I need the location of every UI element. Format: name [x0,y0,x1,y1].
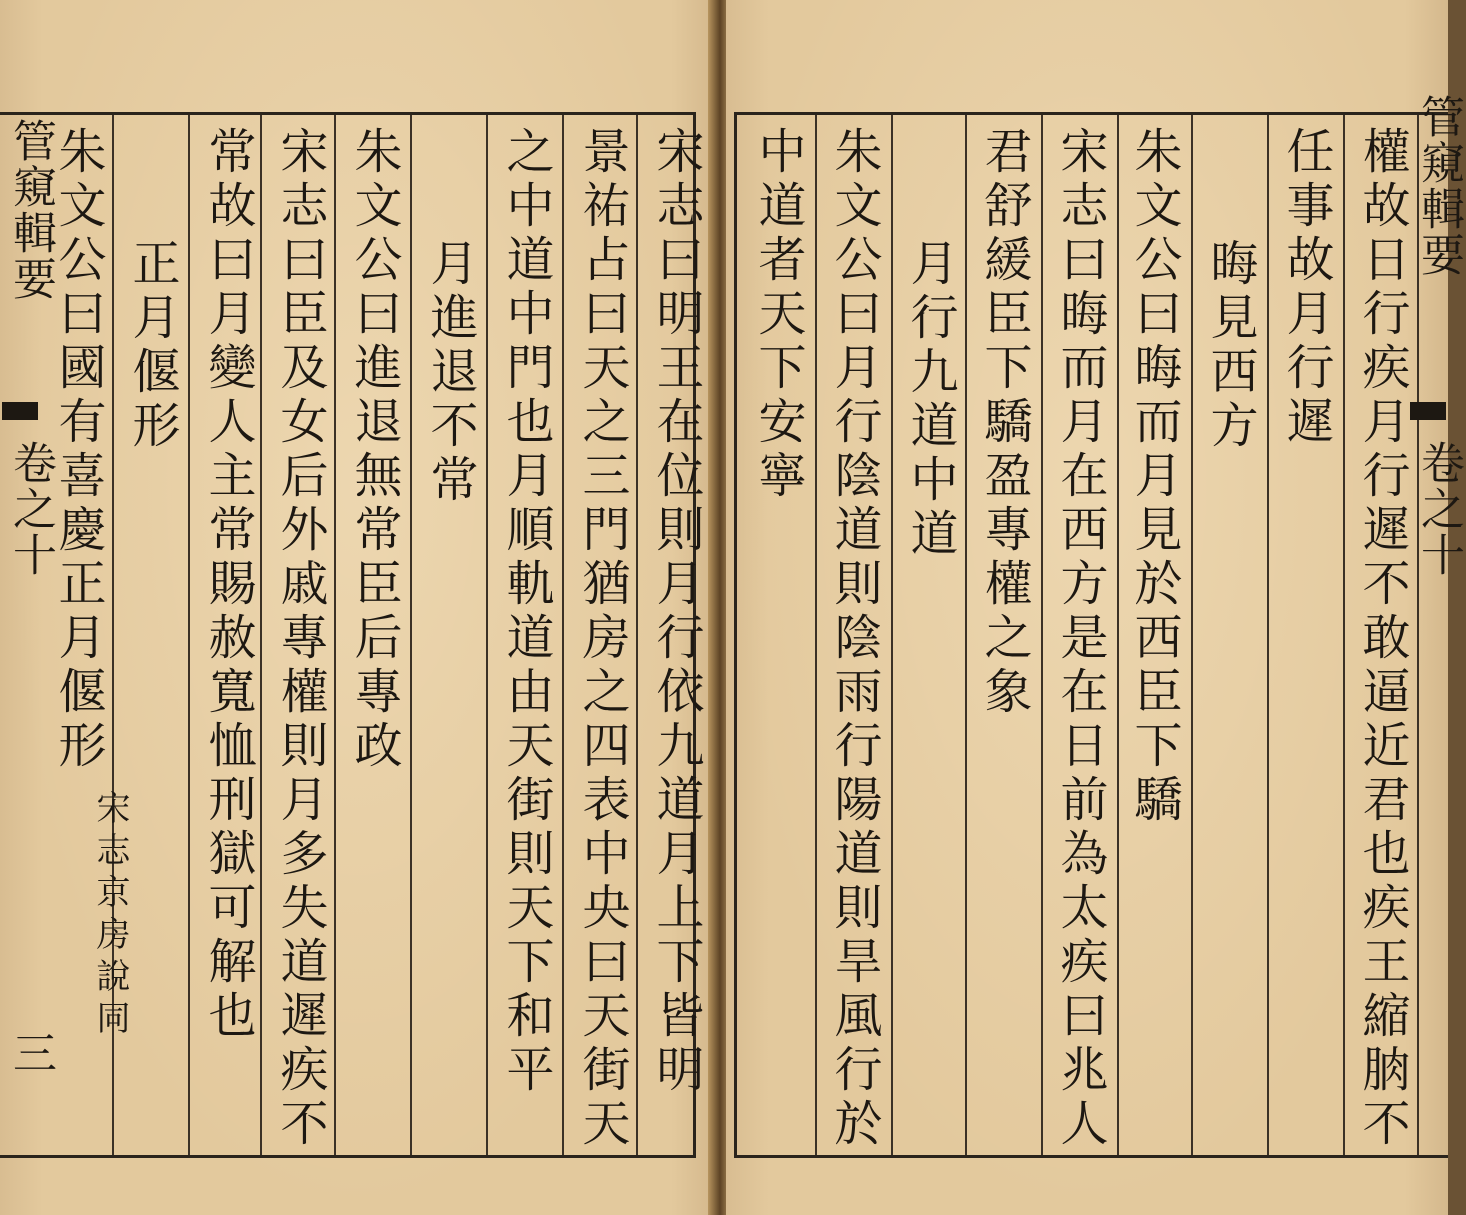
right-margin-title: 管窺輯要 [1413,94,1464,278]
text-column: 權故日行疾月行遲不敢逼近君也疾王縮朒不 [1354,126,1410,1152]
text-column: 宋志曰臣及女后外戚專權則月多失道遲疾不 [272,126,328,1152]
text-column: 宋志曰晦而月在西方是在日前為太疾曰兆人 [1052,126,1108,1152]
column-rule [636,115,638,1155]
text-column: 景祐占曰天之三門猶房之四表中央曰天街天 [574,126,630,1152]
fishtail-mark [1410,402,1446,420]
column-rule [410,115,412,1155]
text-column: 朱文公曰月行陰道則陰雨行陽道則旱風行於 [826,126,882,1152]
column-rule [188,115,190,1155]
text-column: 之中道中門也月順軌道由天街則天下和平 [498,126,554,1098]
fishtail-mark [2,402,38,420]
column-rule [891,115,893,1155]
column-rule [260,115,262,1155]
column-rule [1041,115,1043,1155]
heading-column: 正月偃形 [124,238,180,454]
text-column: 任事故月行遲 [1278,126,1334,450]
right-page [726,0,1464,1215]
column-rule [1267,115,1269,1155]
text-column: 朱文公曰進退無常臣后專政 [346,126,402,774]
annotation-note: 宋志京房說同 [90,790,130,1042]
left-margin-title: 管窺輯要 [5,118,56,302]
text-column: 宋志曰明王在位則月行依九道月上下皆明 [648,126,704,1098]
column-rule [562,115,564,1155]
heading-column: 月行九道中道 [902,238,958,562]
column-rule [334,115,336,1155]
left-page [0,0,714,1215]
text-column: 君舒緩臣下驕盈專權之象 [976,126,1032,720]
text-column: 朱文公曰晦而月見於西臣下驕 [1126,126,1182,828]
column-rule [1343,115,1345,1155]
text-column: 中道者天下安寧 [750,126,806,504]
heading-column: 月進退不常 [422,238,478,508]
left-margin-folio: 三 [5,1030,56,1076]
left-margin-volume: 卷之十 [5,440,56,578]
text-column: 朱文公曰國有喜慶正月偃形 [50,126,106,774]
column-rule [1117,115,1119,1155]
right-margin-volume: 卷之十 [1413,440,1464,578]
text-column: 常故曰月變人主常賜赦寬恤刑獄可解也 [200,126,256,1044]
column-rule [1191,115,1193,1155]
column-rule [486,115,488,1155]
column-rule [815,115,817,1155]
heading-column: 晦見西方 [1202,238,1258,454]
column-rule [965,115,967,1155]
